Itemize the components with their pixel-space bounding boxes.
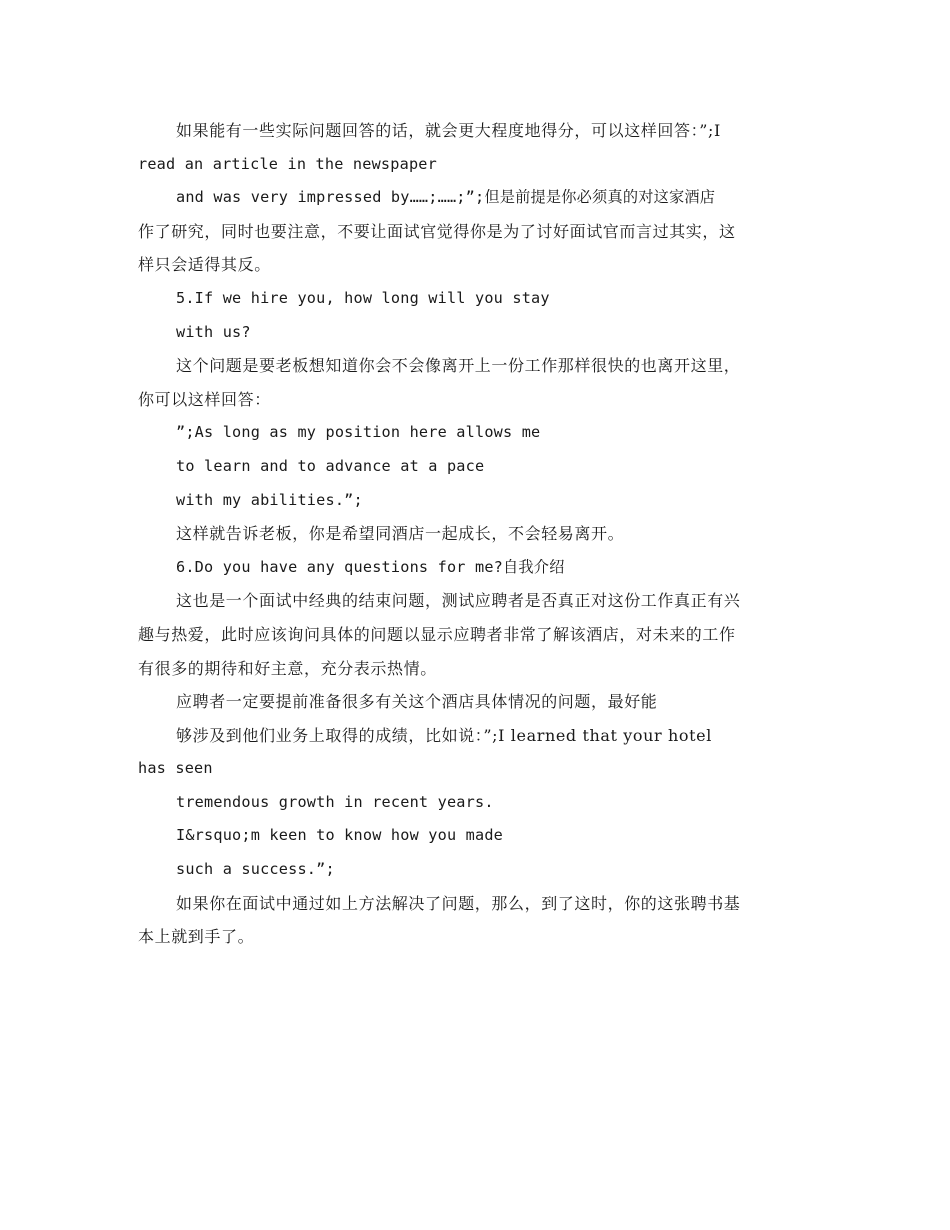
text-line: 够涉及到他们业务上取得的成绩，比如说：”;I learned that your hotel [176, 725, 712, 745]
text-line: 如果你在面试中通过如上方法解决了问题，那么，到了这时，你的这张聘书基 [176, 893, 741, 913]
text-line: 样只会适得其反。 [138, 255, 271, 275]
text-line: 5.If we hire you, how long will you stay [176, 288, 550, 307]
text-line: such a success.”; [176, 860, 335, 879]
text-line: 这个问题是要老板想知道你会不会像离开上一份工作那样很快的也离开这里， [176, 356, 741, 376]
text-line: tremendous growth in recent years. [176, 792, 494, 811]
text-line: 趣与热爱，此时应该询问具体的问题以显示应聘者非常了解该酒店，对未来的工作 [138, 624, 736, 644]
text-line: read an article in the newspaper [138, 154, 437, 173]
text-line: 本上就到手了。 [138, 927, 255, 947]
text-line: 你可以这样回答： [138, 389, 271, 409]
text-line: 有很多的期待和好主意，充分表示热情。 [138, 658, 437, 678]
text-line: ”;As long as my position here allows me [176, 423, 541, 442]
text-line: has seen [138, 759, 213, 778]
text-line: 6.Do you have any questions for me?自我介绍 [176, 557, 565, 576]
document-body [138, 114, 814, 954]
text-line: 如果能有一些实际问题回答的话，就会更大程度地得分，可以这样回答：”;I [176, 121, 721, 140]
text-line: 应聘者一定要提前准备很多有关这个酒店具体情况的问题，最好能 [176, 692, 658, 712]
text-line: with us? [176, 322, 251, 341]
text-line: 作了研究，同时也要注意，不要让面试官觉得你是为了讨好面试官而言过其实，这 [138, 221, 736, 241]
text-line: with my abilities.”; [176, 490, 363, 509]
text-line: I&rsquo;m keen to know how you made [176, 826, 504, 845]
text-line: and was very impressed by……;……;”;但是前提是你必须真的对这家酒店 [176, 188, 716, 207]
text-line: to learn and to advance at a pace [176, 456, 485, 475]
text-line: 这样就告诉老板，你是希望同酒店一起成长，不会轻易离开。 [176, 524, 625, 544]
text-line: 这也是一个面试中经典的结束问题，测试应聘者是否真正对这份工作真正有兴 [176, 591, 741, 611]
